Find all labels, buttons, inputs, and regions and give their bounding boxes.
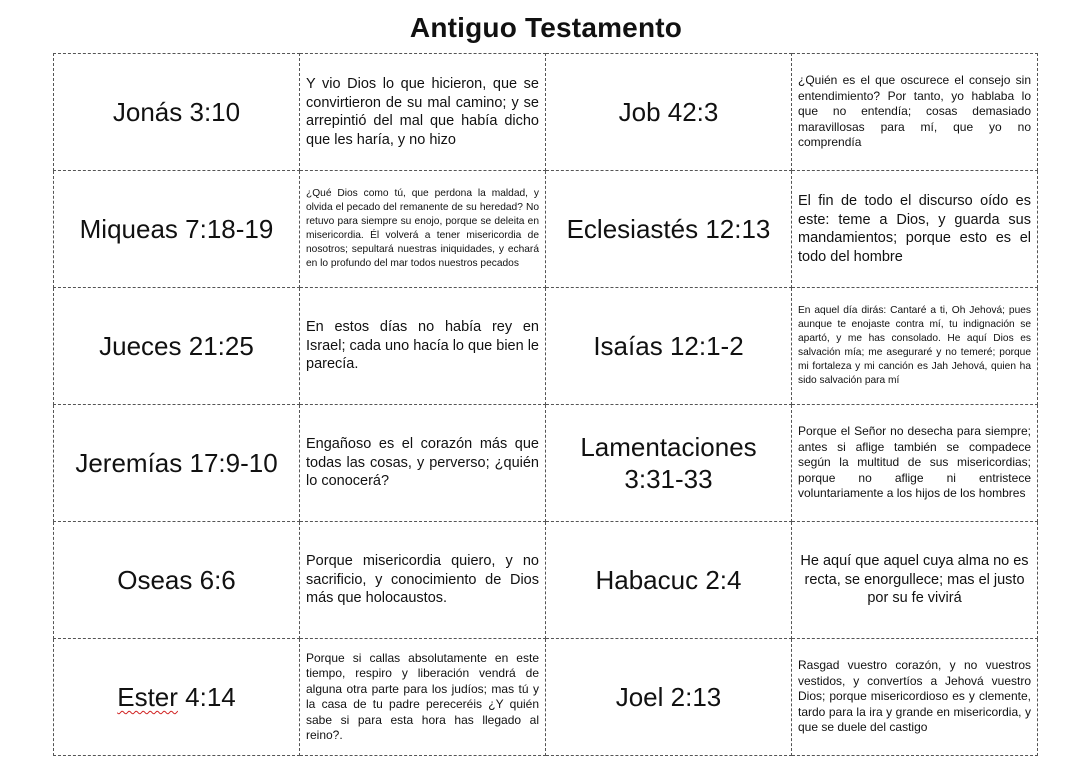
verse-number: 12:1-2 [669,331,744,361]
verse-text-cell: Porque misericordia quiero, y no sacrificio, y conocimiento de Dios más que holocaustos. [300,522,546,639]
verse-number: 3:10 [189,97,241,127]
verse-text-cell: ¿Qué Dios como tú, que perdona la maldad, y olvida el pecado del remanente de su heredad? No retuvo para siempre su enojo, porque se deleita en misericordia. Él volverá a tener misericordia de nosotros; sepultará nuestras iniquidades, y echará en lo profundo del mar todos nuestros pecados [300,171,546,288]
verse-reference-cell [54,639,300,756]
verse-reference-cell [546,639,792,756]
verse-number: 2:13 [670,682,722,712]
verse-number: 42:3 [667,97,719,127]
table-row [54,288,1038,405]
verse-text-cell: Y vio Dios lo que hicieron, que se convirtieron de su mal camino; y se arrepintió del mal que había dicho que les haría, y no hizo [300,54,546,171]
book-name: Isaías [593,331,663,361]
verse-text-cell: Porque el Señor no desecha para siempre; antes si aflige también se compadece según la multitud de sus misericordias; porque no aflige ni entristece voluntariamente a los hijos de los hombres [792,405,1038,522]
verse-reference-cell [54,288,300,405]
book-name: Oseas [117,565,193,595]
book-name-spellcheck-flagged: Ester [117,682,178,712]
book-name: Miqueas [79,214,178,244]
verse-number: 2:4 [705,565,742,595]
table-row [54,639,1038,756]
book-name: Jeremías [75,448,183,478]
verse-number: 6:6 [199,565,236,595]
table-row [54,405,1038,522]
verse-reference-cell [546,171,792,288]
verse-number: 17:9-10 [189,448,278,478]
verse-number: 12:13 [705,214,771,244]
book-name: Eclesiastés [566,214,699,244]
table-row [54,171,1038,288]
verse-number: 21:25 [188,331,254,361]
verse-number: 7:18-19 [185,214,274,244]
verse-table [53,53,1038,756]
page-title: Antiguo Testamento [409,12,683,43]
table-row [54,54,1038,171]
verse-text-cell: Engañoso es el corazón más que todas las cosas, y perverso; ¿quién lo conocerá? [300,405,546,522]
book-name: Job [618,97,661,127]
verse-reference-cell [54,54,300,171]
verse-number: 3:31-33 [624,464,713,494]
book-name: Jonás [112,97,183,127]
verse-reference-cell [546,405,792,522]
verse-text-cell: Porque si callas absolutamente en este tiempo, respiro y liberación vendrá de alguna otra parte para los judíos; mas tú y la casa de tu padre pereceréis ¿Y quién sabe si para esta hora has llegado al reino?. [300,639,546,756]
verse-reference-cell [54,171,300,288]
verse-text-cell: He aquí que aquel cuya alma no es recta, se enorgullece; mas el justo por su fe vivirá [792,522,1038,639]
verse-text-cell: En estos días no había rey en Israel; cada uno hacía lo que bien le parecía. [300,288,546,405]
verse-reference-cell [546,522,792,639]
verse-reference-cell [54,522,300,639]
verse-text-cell: ¿Quién es el que oscurece el consejo sin entendimiento? Por tanto, yo hablaba lo que no entendía; cosas demasiado maravillosas para mí, que yo no comprendía [792,54,1038,171]
verse-reference-cell [546,54,792,171]
book-name: Jueces [99,331,182,361]
table-row [54,522,1038,639]
book-name: Joel [615,682,664,712]
book-name: Lamentaciones [580,432,757,462]
verse-reference-cell [546,288,792,405]
verse-text-cell: En aquel día dirás: Cantaré a ti, Oh Jehová; pues aunque te enojaste contra mí, tu indignación se apartó, y me has consolado. He aquí Dios es salvación mía; me aseguraré y no temeré; porque mi fortaleza y mi canción es Jah Jehová, quien ha sido salvación para mí [792,288,1038,405]
book-name: Habacuc [595,565,699,595]
verse-reference-cell [54,405,300,522]
verse-number: 4:14 [185,682,236,712]
verse-text-cell: El fin de todo el discurso oído es este: teme a Dios, y guarda sus mandamientos; porque esto es el todo del hombre [792,171,1038,288]
verse-text-cell: Rasgad vuestro corazón, y no vuestros vestidos, y convertíos a Jehová vuestro Dios; porque misericordioso es y clemente, tardo para la ira y grande en misericordia, y que se duele del castigo [792,639,1038,756]
